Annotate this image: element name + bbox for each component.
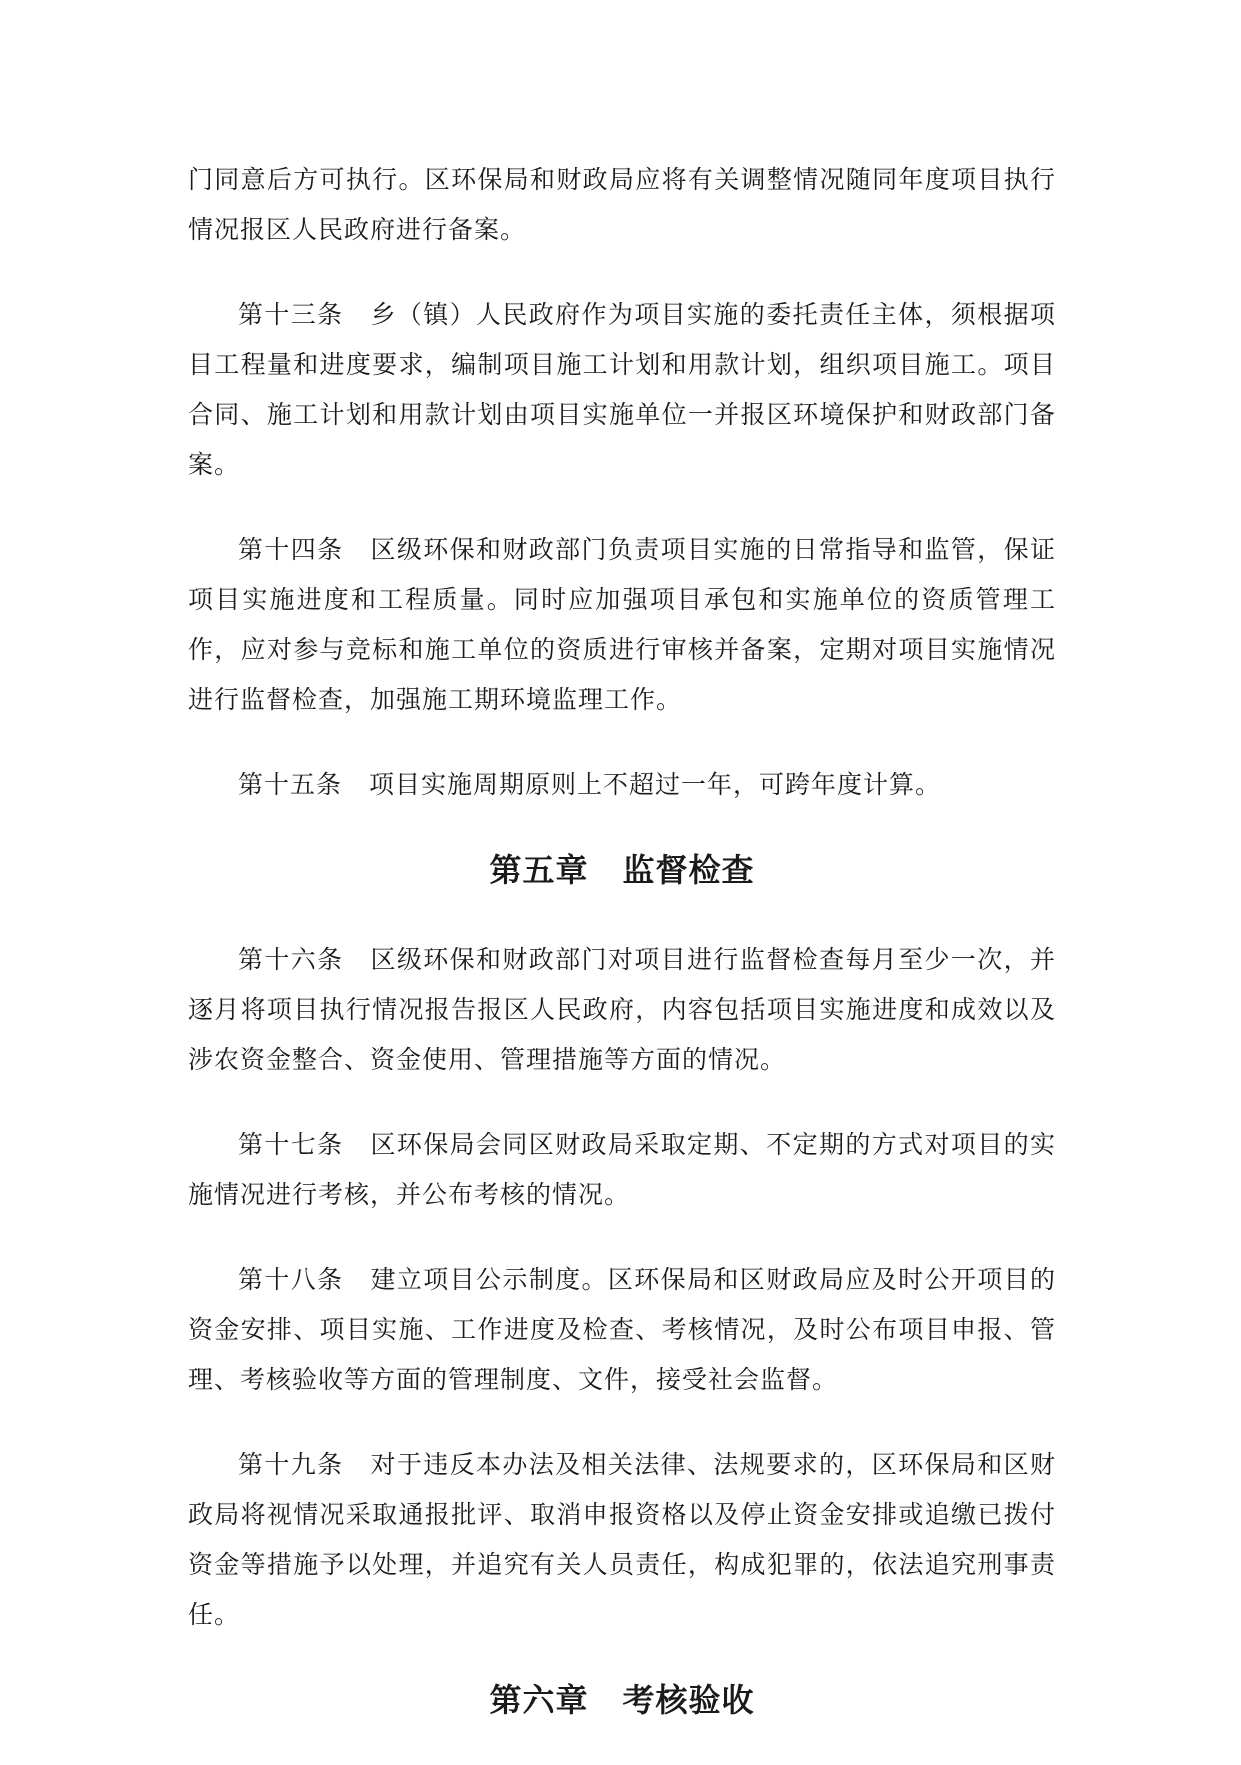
chapter-heading-5: [188, 845, 1056, 895]
chapter-title: 监督检查: [622, 851, 755, 889]
article-number: 第十三条: [238, 300, 344, 329]
article-text: 区级环保和财政部门负责项目实施的日常指导和监管，保证项目实施进度和工程质量。同时应加强项目承包和实施单位的资质管理工作，应对参与竞标和施工单位的资质进行审核并备案，定期对项目实施情况进行监督检查，加强施工期环境监理工作。: [188, 535, 1056, 714]
article-number: 第十四条: [238, 535, 344, 564]
article-13: [188, 290, 1056, 490]
article-text: 项目实施周期原则上不超过一年，可跨年度计算。: [369, 770, 942, 799]
article-14: [188, 525, 1056, 725]
chapter-number: 第五章: [489, 851, 589, 889]
article-number: 第十八条: [238, 1265, 344, 1294]
chapter-heading-6: [188, 1675, 1056, 1725]
continuation-paragraph: 门同意后方可执行。区环保局和财政局应将有关调整情况随同年度项目执行情况报区人民政府进行备案。: [188, 165, 1056, 244]
article-number: 第十九条: [238, 1450, 344, 1479]
article-number: 第十五条: [238, 770, 343, 799]
article-15: [188, 760, 1056, 810]
article-number: 第十六条: [238, 945, 344, 974]
article-17: [188, 1120, 1056, 1220]
article-number: 第十七条: [238, 1130, 344, 1159]
chapter-number: 第六章: [489, 1681, 589, 1719]
article-text: 区环保局会同区财政局采取定期、不定期的方式对项目的实施情况进行考核，并公布考核的情况。: [188, 1130, 1056, 1209]
article-text: 区级环保和财政部门对项目进行监督检查每月至少一次，并逐月将项目执行情况报告报区人民政府，内容包括项目实施进度和成效以及涉农资金整合、资金使用、管理措施等方面的情况。: [188, 945, 1056, 1074]
article-text: 乡（镇）人民政府作为项目实施的委托责任主体，须根据项目工程量和进度要求，编制项目施工计划和用款计划，组织项目施工。项目合同、施工计划和用款计划由项目实施单位一并报区环境保护和财政部门备案。: [188, 300, 1056, 479]
article-text: 建立项目公示制度。区环保局和区财政局应及时公开项目的资金安排、项目实施、工作进度及检查、考核情况，及时公布项目申报、管理、考核验收等方面的管理制度、文件，接受社会监督。: [188, 1265, 1056, 1394]
document-body: [188, 155, 1056, 1765]
article-16: [188, 935, 1056, 1085]
article-18: [188, 1255, 1056, 1405]
article-text: 对于违反本办法及相关法律、法规要求的，区环保局和区财政局将视情况采取通报批评、取消申报资格以及停止资金安排或追缴已拨付资金等措施予以处理，并追究有关人员责任，构成犯罪的，依法追究刑事责任。: [188, 1450, 1056, 1629]
chapter-title: 考核验收: [622, 1681, 755, 1719]
article-19: [188, 1440, 1056, 1640]
